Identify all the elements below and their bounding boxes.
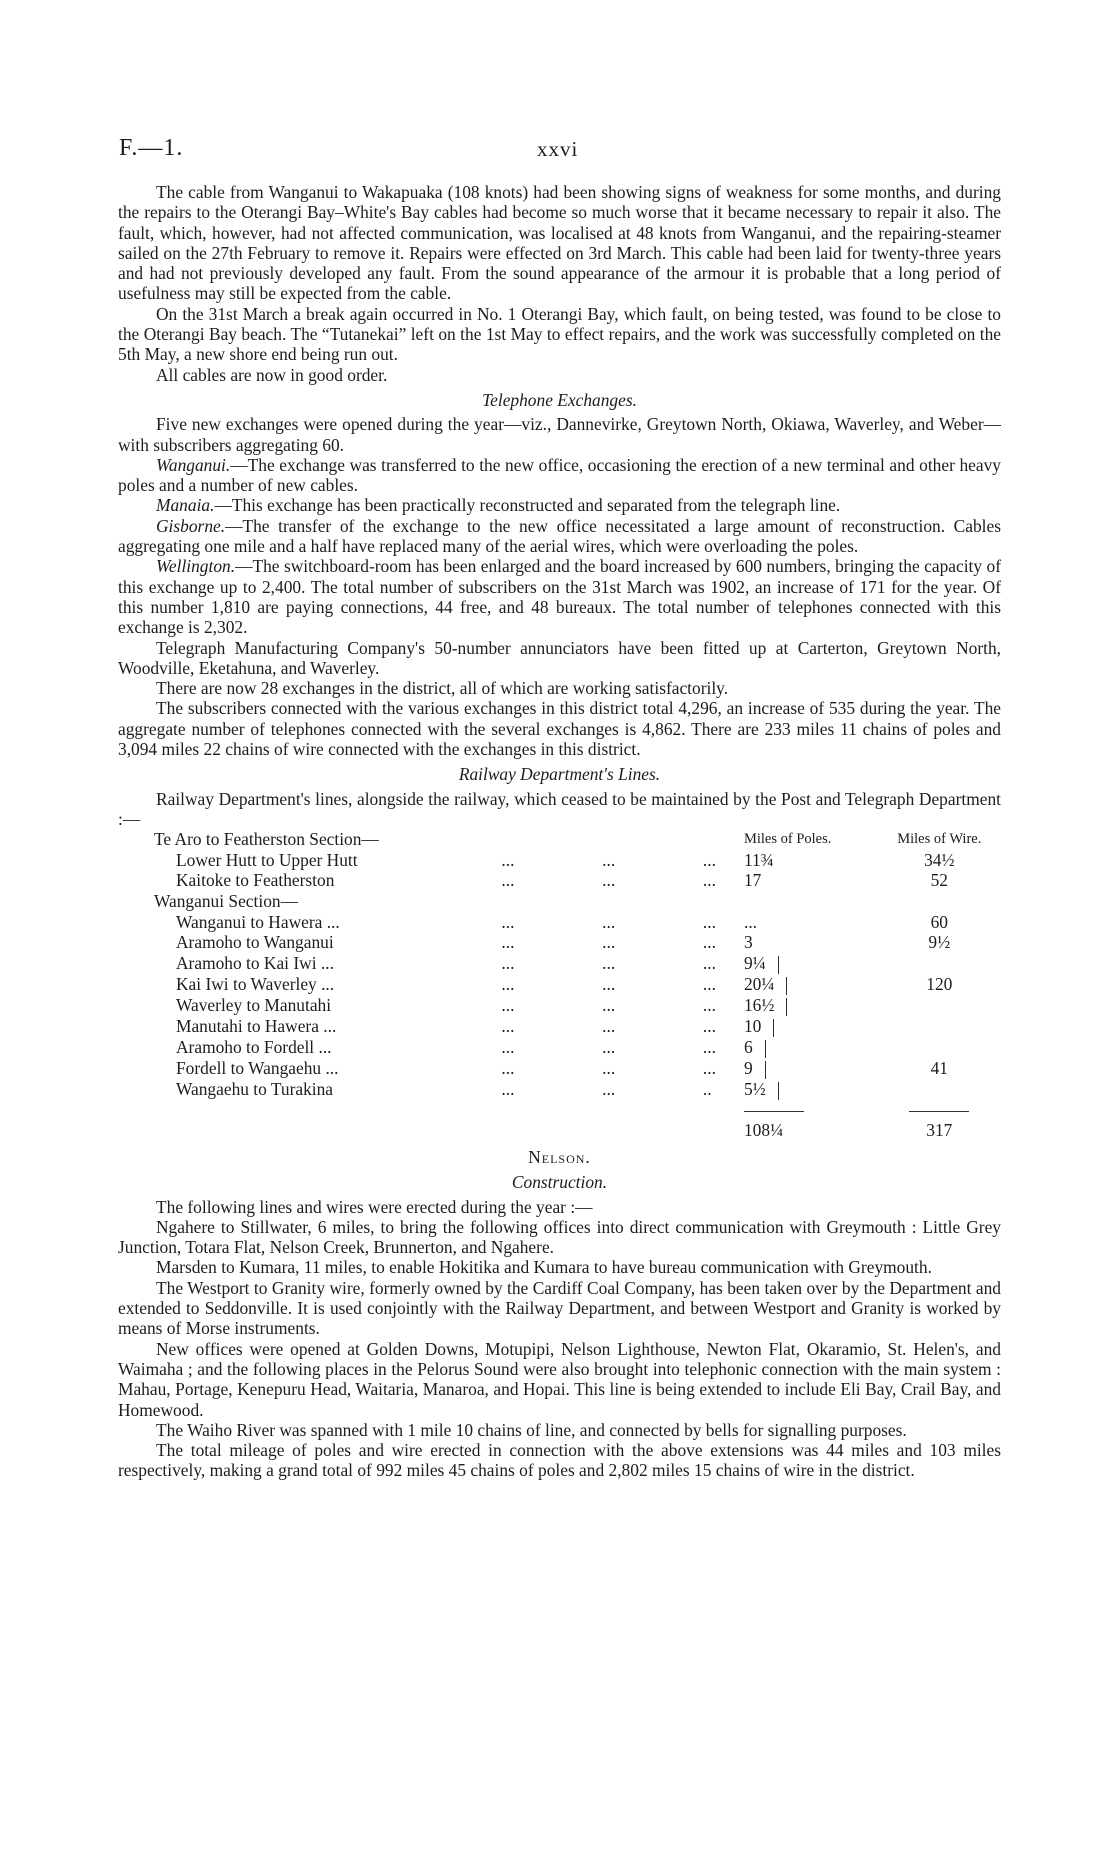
- paragraph: The Waiho River was spanned with 1 mile 10 chains of line, and connected by bells for signalling purposes.: [156, 1419, 907, 1440]
- paragraph-label: Wellington.: [156, 556, 236, 577]
- paragraph: All cables are now in good order.: [156, 364, 388, 385]
- paragraph: The subscribers connected with the various exchanges in this district total 4,296, an increase of 535 during the year. The aggregate number of telephones connected with the several exchanges is 4,862. There are 233 miles 11 chains of poles and 3,094 miles 22 chains of wire connected with the exchanges in this district.: [118, 698, 1001, 760]
- table-row: Aramoho to Kai Iwi ... ... ... ... 9¼: [118, 953, 1001, 974]
- paragraph: The cable from Wanganui to Wakapuaka (108 knots) had been showing signs of weakness for some months, and during the repairs to the Oterangi Bay–White's Bay cables had become so much worse that it became necessary to repair it also. The fault, which, however, had not affected communication, was localised at 48 knots from Wanganui, and the repairing-steamer sailed on the 27th February to remove it. Repairs were effected on 3rd March. This cable had been laid for twenty-three years and had not previously developed any fault. From the sound appearance of the armour it is probable that a long period of usefulness may still be expected from the cable.: [118, 182, 1001, 304]
- table-row: Waverley to Manutahi ... ... ... 16½: [118, 995, 1001, 1016]
- paragraph-label: Gisborne.: [156, 515, 226, 536]
- paragraph-label: Manaia.: [156, 495, 215, 516]
- paragraph: On the 31st March a break again occurred in No. 1 Oterangi Bay, which fault, on being tested, was found to be close to the Oterangi Bay beach. The “Tutanekai” left on the 1st May to effect repairs, and the work was successfully completed on the 5th May, a new shore end being run out.: [118, 303, 1001, 365]
- table-row: Kai Iwi to Waverley ... ... ... ... 20¼ 120: [176, 973, 953, 994]
- paragraph: New offices were opened at Golden Downs, Motupipi, Nelson Lighthouse, Newton Flat, Okaramio, St. Helen's, and Waimaha ; and the following places in the Pelorus Sound were also brought into telephonic connection with the main system : Mahau, Portage, Kenepuru Head, Waitaria, Manaroa, and Hopai. This line is being extended to include Eli Bay, Crail Bay, and Homewood.: [118, 1338, 1001, 1420]
- section-heading-railway: Railway Department's Lines.: [458, 764, 661, 785]
- paragraph-text: —This exchange has been practically reconstructed and separated from the telegraph line.: [214, 495, 841, 516]
- paragraph: Telegraph Manufacturing Company's 50-number annunciators have been fitted up at Carterton, Greytown North, Woodville, Eketahuna, and Waverley.: [118, 637, 1001, 678]
- brace-icon: [778, 977, 787, 995]
- table-row: [118, 829, 1001, 850]
- paragraph: [118, 556, 1001, 637]
- paragraph-label: Wanganui.: [156, 454, 231, 475]
- table-row-rule: [118, 1100, 1001, 1121]
- table-row: Aramoho to Wanganui ... ... ... 3 9½: [176, 932, 951, 953]
- total-poles: 108¼: [743, 1120, 784, 1141]
- brace-icon: [770, 956, 779, 974]
- paragraph: [118, 455, 1001, 496]
- table-row-total: [118, 1120, 1001, 1141]
- column-header-wire: Miles of Wire.: [897, 831, 982, 848]
- paragraph: Marsden to Kumara, 11 miles, to enable Hokitika and Kumara to have bureau communication with Greymouth.: [156, 1257, 932, 1278]
- paragraph: The following lines and wires were erected during the year :—: [156, 1196, 593, 1217]
- body-text: [118, 182, 1001, 1481]
- brace-icon: [765, 1019, 774, 1037]
- table-row: Wanganui to Hawera ... ... ... ... ... 60: [176, 911, 948, 932]
- total-wire: 317: [926, 1120, 953, 1141]
- column-header-poles: Miles of Poles.: [743, 831, 832, 848]
- section-label: Te Aro to Featherston Section—: [154, 829, 379, 850]
- paragraph-text: —The exchange was transferred to the new office, occasioning the erection of a new terminal and other heavy poles and a number of new cables.: [118, 454, 1001, 496]
- paragraph: The total mileage of poles and wire erected in connection with the above extensions was 44 miles and 103 miles respectively, making a grand total of 992 miles 45 chains of poles and 2,802 miles 15 chains of wire in the district.: [118, 1440, 1001, 1481]
- railway-lines-table: [118, 829, 1001, 1141]
- table-row: Aramoho to Fordell ... ... ... ... 6: [118, 1037, 1001, 1058]
- table-row: Fordell to Wangaehu ... ... ... ... 9 41: [176, 1057, 948, 1078]
- paragraph: There are now 28 exchanges in the district, all of which are working satisfactorily.: [156, 678, 729, 699]
- paragraph: Railway Department's lines, alongside the railway, which ceased to be maintained by the Post and Telegraph Department :—: [118, 788, 1001, 829]
- paragraph: Ngahere to Stillwater, 6 miles, to bring the following offices into direct communication with Greymouth : Little Grey Junction, Totara Flat, Nelson Creek, Brunnerton, and Ngahere.: [118, 1216, 1001, 1258]
- paragraph-text: —The switchboard-room has been enlarged and the board increased by 600 numbers, bringing the capacity of this exchange up to 2,400. The total number of subscribers on the 31st March was 1902, an increase of 171 for the year. Of this number 1,810 are paying connections, 44 free, and 48 bureaux. The total number of telephones connected with this exchange is 2,302.: [118, 556, 1001, 638]
- paragraph: [118, 495, 1001, 515]
- paragraph: Five new exchanges were opened during the year—viz., Dannevirke, Greytown North, Okiawa, Waverley, and Weber—with subscribers aggregating 60.: [118, 414, 1001, 455]
- table-row: Wangaehu to Turakina ... ... .. 5½: [118, 1079, 1001, 1100]
- brace-icon: [757, 1061, 766, 1079]
- total-rule: [909, 1111, 969, 1113]
- brace-icon: [770, 1082, 779, 1100]
- table-row: [118, 891, 1001, 912]
- district-heading-nelson: Nelson.: [528, 1146, 591, 1167]
- paragraph: [118, 516, 1001, 557]
- section-heading-telephone: Telephone Exchanges.: [482, 389, 637, 410]
- page-number: xxvi: [537, 137, 579, 161]
- total-rule: [744, 1111, 804, 1113]
- brace-icon: [757, 1040, 766, 1058]
- document-code: F.—1.: [119, 135, 184, 161]
- brace-icon: [778, 998, 787, 1016]
- table-row: Kaitoke to Featherston ... ... ... 17 52: [176, 870, 948, 891]
- table-row: Manutahi to Hawera ... ... ... ... 10: [118, 1016, 1001, 1037]
- section-heading-construction: Construction.: [511, 1172, 608, 1193]
- table-row: Lower Hutt to Upper Hutt ... ... ... 11¾ 34½: [176, 849, 955, 870]
- paragraph: The Westport to Granity wire, formerly owned by the Cardiff Coal Company, has been taken over by the Department and extended to Seddonville. It is used conjointly with the Railway Department, and between Westport and Granity is worked by means of Morse instruments.: [118, 1277, 1001, 1339]
- paragraph-text: —The transfer of the exchange to the new office necessitated a large amount of reconstruction. Cables aggregating one mile and a half have replaced many of the aerial wires, which were overloading the poles.: [118, 515, 1001, 557]
- section-label: Wanganui Section—: [154, 890, 298, 911]
